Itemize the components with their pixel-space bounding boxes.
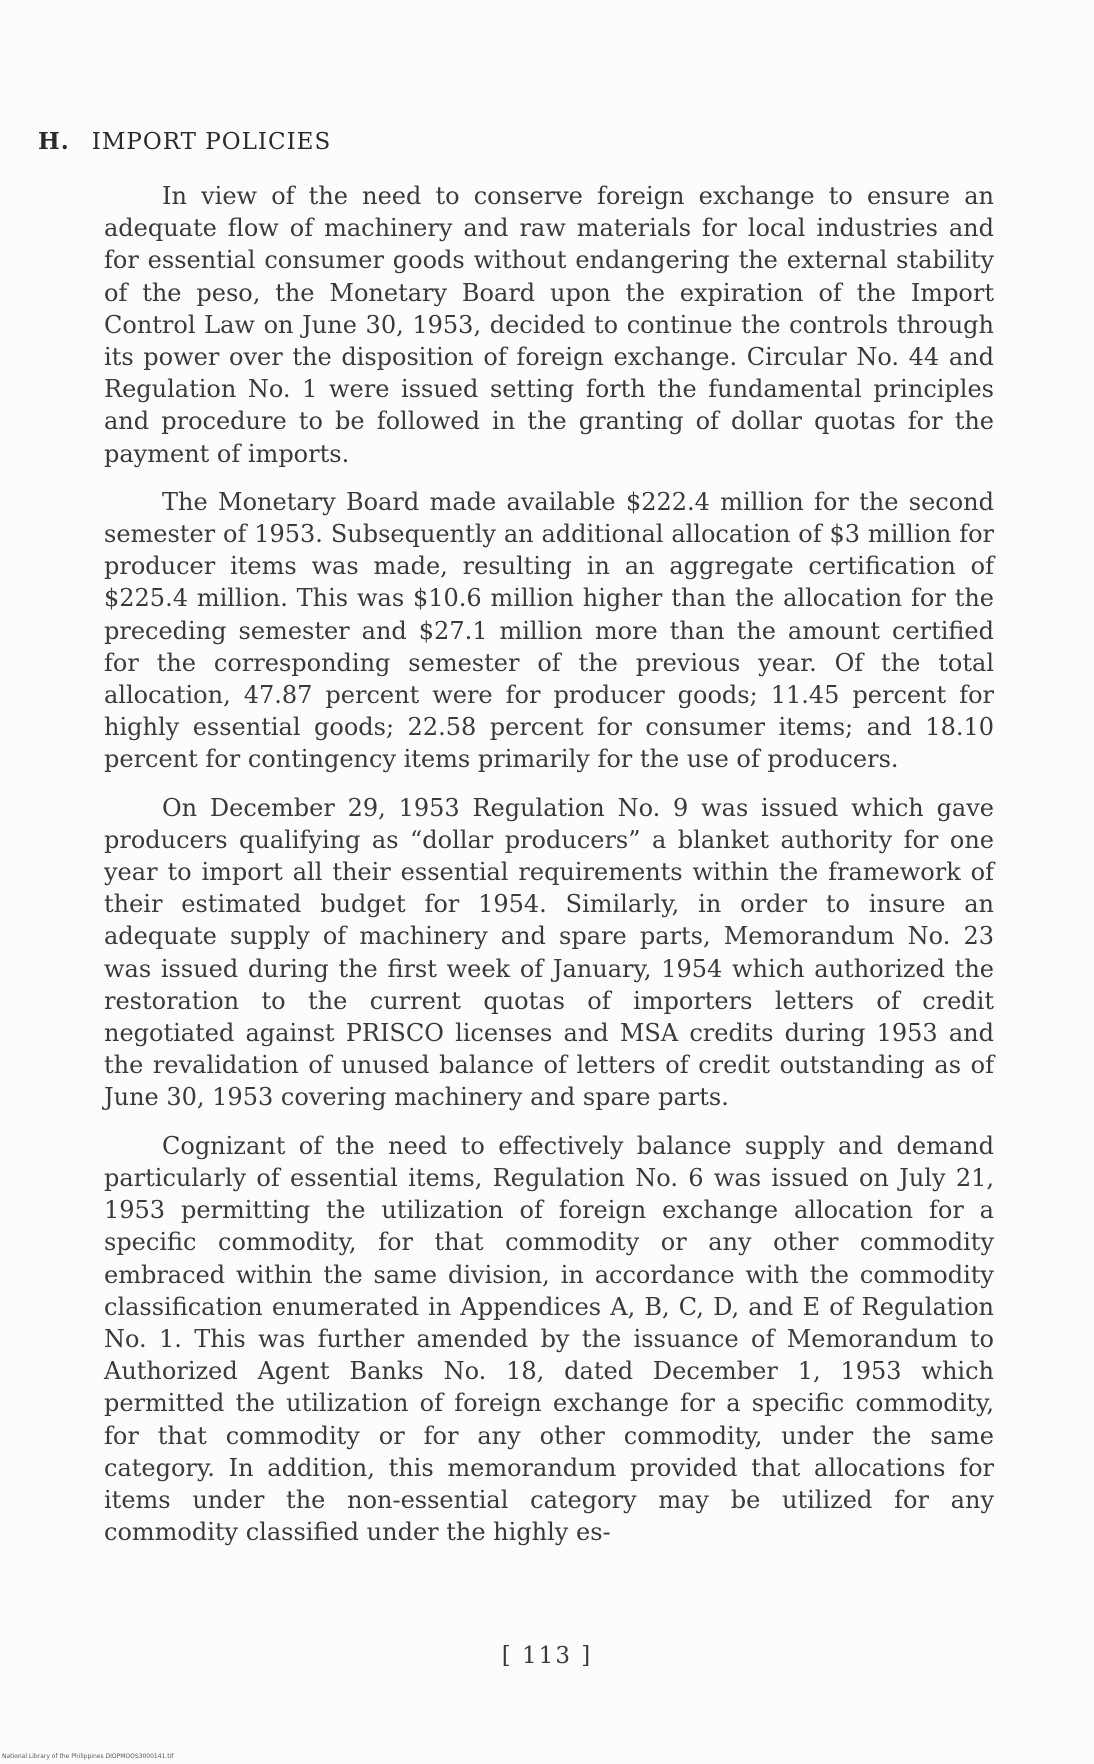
paragraph-regulation-no-6: Cognizant of the need to effectively balance supply and demand particularly of essential items, Regulation No. 6 was issued on July 21, 1953 permitting the utilization of foreign exchange allocation for a specific commodity, for that commodity or any other commodity embraced within the same division, in accordance with the commodity classification enumerated in Appendices A, B, C, D, and E of Regulation No. 1. This was further amended by the issuance of Memorandum to Authorized Agent Banks No. 18, dated December 1, 1953 which permitted the utilization of foreign exchange for a specific commodity, for that commodity or for any other commodity, under the same category. In addition, this memorandum provided that allocations for items under the non-essential category may be utilized for any commodity classified under the highly es- xyxy=(104,1131,994,1547)
section-letter: H. xyxy=(38,128,70,155)
document-body xyxy=(104,180,994,1564)
page-number: [ 113 ] xyxy=(501,1643,593,1669)
section-heading xyxy=(38,128,331,155)
paragraph-regulation-no-9: On December 29, 1953 Regulation No. 9 was issued which gave producers qualifying as “dollar producers” a blanket authority for one year to import all their essential requirements within the framework of their estimated budget for 1954. Similarly, in order to insure an adequate supply of machinery and spare parts, Memorandum No. 23 was issued during the first week of January, 1954 which authorized the restoration to the current quotas of importers letters of credit negotiated against PRISCO licenses and MSA credits during 1953 and the revalidation of unused balance of letters of credit outstanding as of June 30, 1953 covering machinery and spare parts. xyxy=(104,793,994,1112)
paragraph-monetary-board-allocation: The Monetary Board made available $222.4 million for the second semester of 1953. Subsequently an additional allocation of $3 million for producer items was made, resulting in an aggregate certification of $225.4 million. This was $10.6 million higher than the allocation for the preceding semester and $27.1 million more than the amount certified for the corresponding semester of the previous year. Of the total allocation, 47.87 percent were for producer goods; 11.45 percent for highly essential goods; 22.58 percent for consumer items; and 18.10 percent for contingency items primarily for the use of producers. xyxy=(104,487,994,774)
section-title: IMPORT POLICIES xyxy=(91,129,332,155)
paragraph-foreign-exchange-controls: In view of the need to conserve foreign exchange to ensure an adequate flow of machinery and raw materials for local industries and for essential consumer goods without endangering the external stability of the peso, the Monetary Board upon the expiration of the Import Control Law on June 30, 1953, decided to continue the controls through its power over the disposition of foreign exchange. Circular No. 44 and Regulation No. 1 were issued setting forth the fundamental principles and procedure to be followed in the granting of dollar quotas for the payment of imports. xyxy=(104,182,994,468)
archive-footer-stamp: National Library of the Philippines DIOPMOOS3000141.tif xyxy=(2,1753,174,1760)
